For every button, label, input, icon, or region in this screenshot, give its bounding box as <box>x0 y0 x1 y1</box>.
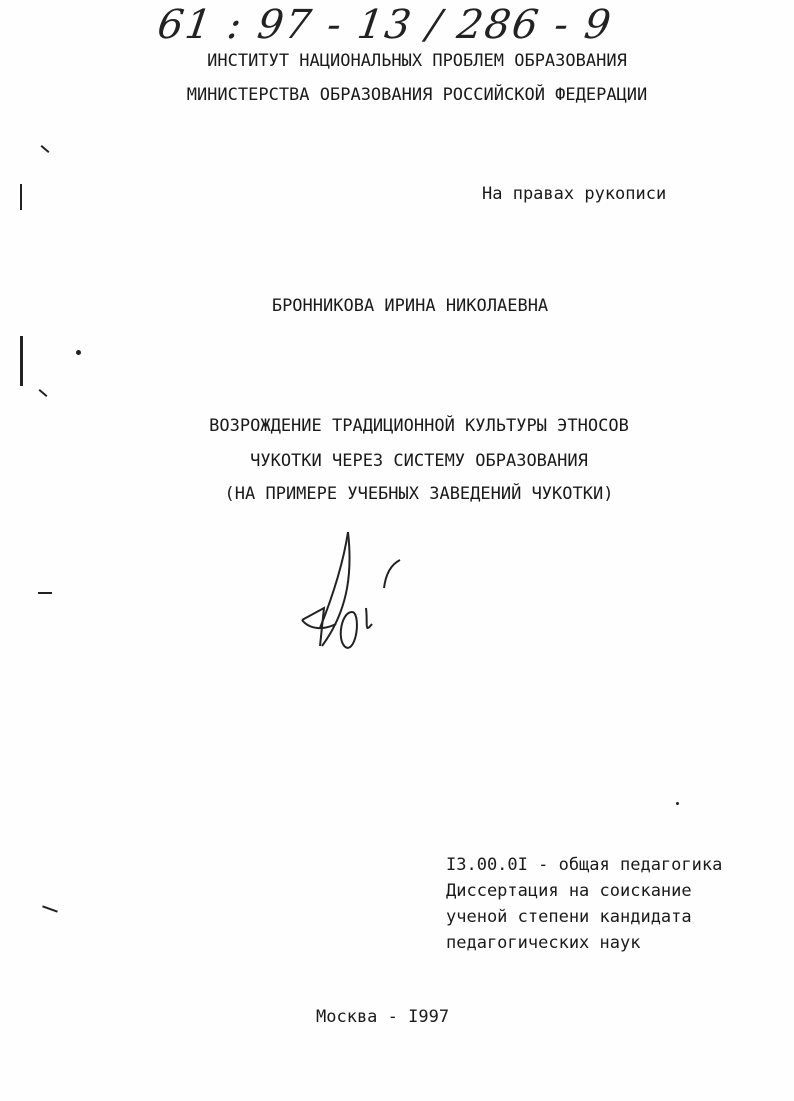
scan-mark <box>76 350 81 355</box>
dissertation-title-line-3: (НА ПРИМЕРЕ УЧЕБНЫХ ЗАВЕДЕНИЙ ЧУКОТКИ) <box>224 484 614 504</box>
degree-line-2: ученой степени кандидата <box>446 907 692 927</box>
dissertation-title-line-1: ВОЗРОЖДЕНИЕ ТРАДИЦИОННОЙ КУЛЬТУРЫ ЭТНОСОВ <box>209 416 629 436</box>
manuscript-rights-note: На правах рукописи <box>482 184 667 204</box>
ministry-name: МИНИСТЕРСТВА ОБРАЗОВАНИЯ РОССИЙСКОЙ ФЕДЕРАЦИИ <box>186 85 648 105</box>
author-name: БРОННИКОВА ИРИНА НИКОЛАЕВНА <box>271 296 549 316</box>
scan-mark <box>41 145 50 153</box>
scan-mark <box>20 184 22 210</box>
dissertation-title-line-2: ЧУКОТКИ ЧЕРЕЗ СИСТЕМУ ОБРАЗОВАНИЯ <box>250 451 588 471</box>
degree-line-1: Диссертация на соискание <box>446 881 692 901</box>
handwritten-catalog-code: 61 : 97 - 13 / 286 - 9 <box>154 2 616 48</box>
scan-mark <box>676 802 679 805</box>
city-and-year: Москва - I997 <box>316 1007 450 1027</box>
specialty-block <box>446 852 722 956</box>
scan-mark <box>20 336 23 386</box>
handwritten-signature <box>296 528 416 658</box>
scan-mark <box>39 389 48 397</box>
specialty-code: I3.00.0I - общая педагогика <box>446 855 723 875</box>
institute-name: ИНСТИТУТ НАЦИОНАЛЬНЫХ ПРОБЛЕМ ОБРАЗОВАНИЯ <box>207 51 627 71</box>
degree-line-3: педагогических наук <box>446 933 641 953</box>
scan-mark <box>38 592 52 594</box>
scan-mark <box>42 905 58 912</box>
